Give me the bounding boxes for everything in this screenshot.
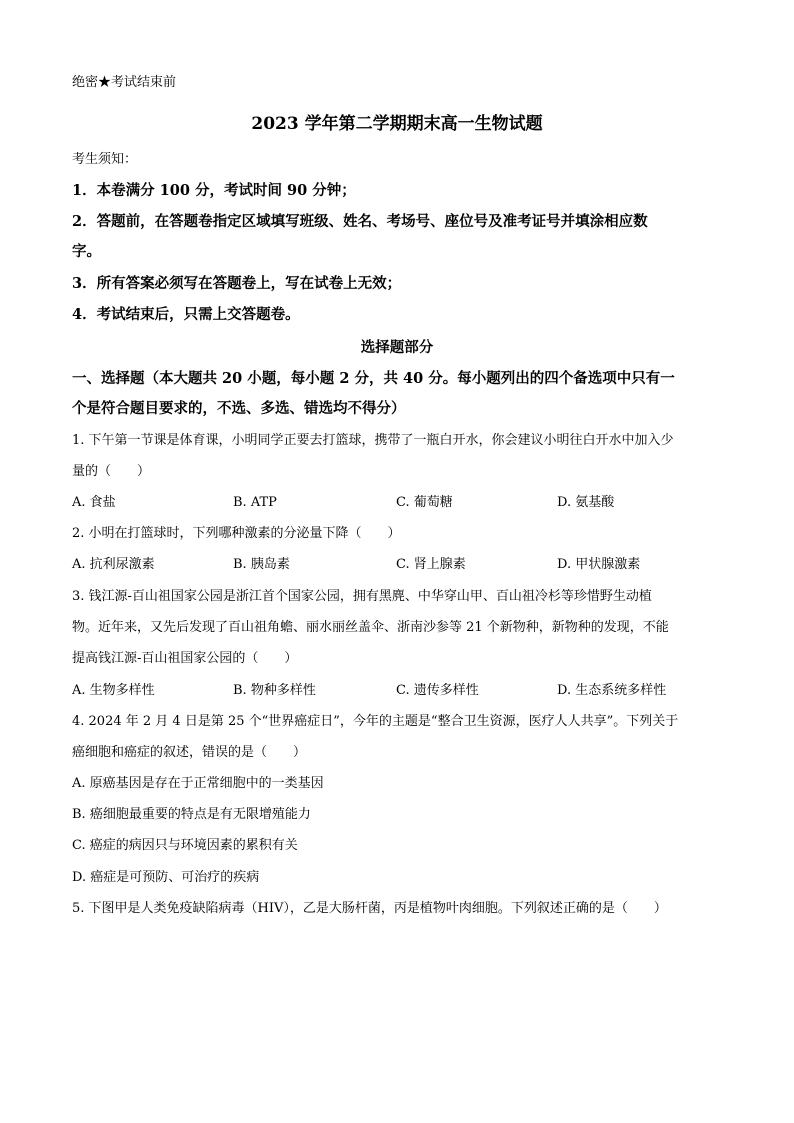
question-4-option-b: B. 癌细胞最重要的特点是有无限增殖能力 [72, 807, 311, 822]
question-4-line-1: 4. 2024 年 2 月 4 日是第 25 个“世界癌症日”，今年的主题是“整合卫生资源，医疗人人共享”。下列关于 [72, 714, 679, 729]
question-1-option-d: D. 氨基酸 [557, 495, 615, 510]
question-4-line-2: 癌细胞和癌症的叙述，错误的是（ ） [72, 745, 307, 760]
section-part-title: 选择题部分 [360, 339, 434, 356]
notice-item-1: 1．本卷满分 100 分，考试时间 90 分钟； [72, 182, 356, 199]
page-title: 2023 学年第二学期期末高一生物试题 [251, 114, 543, 134]
question-3-option-a: A. 生物多样性 [72, 683, 155, 698]
question-1-line-2: 量的（ ） [72, 464, 151, 479]
question-1-option-c: C. 葡萄糖 [396, 495, 453, 510]
question-3-option-b: B. 物种多样性 [233, 683, 316, 698]
question-2-option-c: C. 肾上腺素 [396, 557, 466, 572]
notice-heading: 考生须知： [72, 152, 138, 167]
question-4-option-d: D. 癌症是可预防、可治疗的疾病 [72, 870, 260, 885]
question-2-option-a: A. 抗利尿激素 [72, 557, 155, 572]
notice-item-2-cont: 字。 [72, 243, 101, 260]
question-2-option-d: D. 甲状腺激素 [557, 557, 641, 572]
question-1-line-1: 1. 下午第一节课是体育课，小明同学正要去打篮球，携带了一瓶白开水，你会建议小明往白开水中加入少 [72, 433, 674, 448]
section-heading-line-1: 一、选择题（本大题共 20 小题，每小题 2 分，共 40 分。每小题列出的四个备选项中只有一 [72, 370, 675, 387]
notice-item-4: 4．考试结束后，只需上交答题卷。 [72, 306, 300, 323]
question-3-line-2: 物。近年来，又先后发现了百山祖角蟾、丽水丽丝盖伞、浙南沙参等 21 个新物种，新物种的发现，不能 [72, 620, 669, 635]
question-1-option-b: B. ATP [233, 495, 277, 510]
section-heading-line-2: 个是符合题目要求的，不选、多选、错选均不得分） [72, 400, 406, 417]
question-1-option-a: A. 食盐 [72, 495, 116, 510]
question-5-line-1: 5. 下图甲是人类免疫缺陷病毒（HIV），乙是大肠杆菌，丙是植物叶肉细胞。下列叙述正确的是（ ） [72, 901, 667, 916]
question-4-option-a: A. 原癌基因是存在于正常细胞中的一类基因 [72, 776, 324, 791]
question-2-option-b: B. 胰岛素 [233, 557, 290, 572]
notice-item-2: 2．答题前，在答题卷指定区域填写班级、姓名、考场号、座位号及准考证号并填涂相应数 [72, 213, 648, 230]
question-4-option-c: C. 癌症的病因只与环境因素的累积有关 [72, 838, 298, 853]
question-3-option-d: D. 生态系统多样性 [557, 683, 667, 698]
question-3-line-3: 提高钱江源-百山祖国家公园的（ ） [72, 651, 298, 666]
question-2-line-1: 2. 小明在打篮球时，下列哪种激素的分泌量下降（ ） [72, 526, 401, 541]
notice-item-3: 3．所有答案必须写在答题卷上，写在试卷上无效； [72, 275, 402, 292]
confidential-label: 绝密★考试结束前 [72, 75, 177, 90]
question-3-option-c: C. 遗传多样性 [396, 683, 479, 698]
question-3-line-1: 3. 钱江源-百山祖国家公园是浙江首个国家公园，拥有黑麂、中华穿山甲、百山祖冷杉等珍惜野生动植 [72, 589, 652, 604]
